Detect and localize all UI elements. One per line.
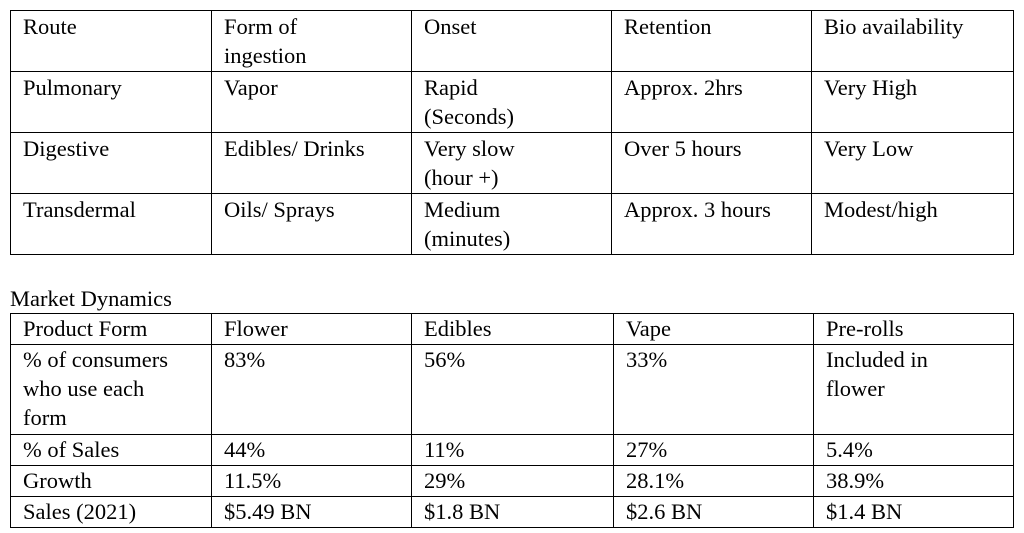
table-cell: Very High	[812, 72, 1014, 133]
header-cell-flower: Flower	[212, 314, 412, 345]
table-cell: Medium (minutes)	[412, 194, 612, 255]
table-header-row	[11, 314, 1014, 345]
table-cell: Over 5 hours	[612, 133, 812, 194]
table-cell: Transdermal	[11, 194, 212, 255]
table-cell: Vapor	[212, 72, 412, 133]
table-cell: 11%	[412, 435, 614, 466]
table-cell: Included in flower	[814, 345, 1014, 435]
table-cell: % of Sales	[11, 435, 212, 466]
market-dynamics-caption: Market Dynamics	[10, 286, 172, 311]
table-cell: 44%	[212, 435, 412, 466]
header-cell-pre-rolls: Pre-rolls	[814, 314, 1014, 345]
table-row	[11, 72, 1014, 133]
routes-of-administration-table	[10, 10, 1014, 255]
table-cell: $1.4 BN	[814, 497, 1014, 528]
header-cell-vape: Vape	[614, 314, 814, 345]
header-cell-onset: Onset	[412, 11, 612, 72]
header-cell-retention: Retention	[612, 11, 812, 72]
table-cell: Oils/ Sprays	[212, 194, 412, 255]
table-row	[11, 194, 1014, 255]
table-row	[11, 345, 1014, 435]
table-cell: 33%	[614, 345, 814, 435]
table-cell: $5.49 BN	[212, 497, 412, 528]
header-cell-edibles: Edibles	[412, 314, 614, 345]
table-cell: 5.4%	[814, 435, 1014, 466]
table-cell: Approx. 2hrs	[612, 72, 812, 133]
table-cell: Digestive	[11, 133, 212, 194]
table-cell: 83%	[212, 345, 412, 435]
table-cell: Approx. 3 hours	[612, 194, 812, 255]
table-cell: Pulmonary	[11, 72, 212, 133]
table-cell: 27%	[614, 435, 814, 466]
header-cell-route: Route	[11, 11, 212, 72]
table-cell: 28.1%	[614, 466, 814, 497]
table-cell: Rapid (Seconds)	[412, 72, 612, 133]
table-cell: 56%	[412, 345, 614, 435]
table-cell: 29%	[412, 466, 614, 497]
table-cell: 38.9%	[814, 466, 1014, 497]
table-cell: Very Low	[812, 133, 1014, 194]
table-header-row	[11, 11, 1014, 72]
table-cell: % of consumers who use each form	[11, 345, 212, 435]
header-cell-product-form: Product Form	[11, 314, 212, 345]
market-dynamics-table	[10, 313, 1014, 528]
table-cell: 11.5%	[212, 466, 412, 497]
table-row	[11, 466, 1014, 497]
table-cell: $2.6 BN	[614, 497, 814, 528]
table-cell: Growth	[11, 466, 212, 497]
table-row	[11, 435, 1014, 466]
header-cell-bio-availability: Bio availability	[812, 11, 1014, 72]
table-cell: Modest/high	[812, 194, 1014, 255]
table-cell: Sales (2021)	[11, 497, 212, 528]
table-cell: Edibles/ Drinks	[212, 133, 412, 194]
table-row	[11, 497, 1014, 528]
table-row	[11, 133, 1014, 194]
header-cell-form-of-ingestion: Form of ingestion	[212, 11, 412, 72]
table-cell: Very slow (hour +)	[412, 133, 612, 194]
table-cell: $1.8 BN	[412, 497, 614, 528]
